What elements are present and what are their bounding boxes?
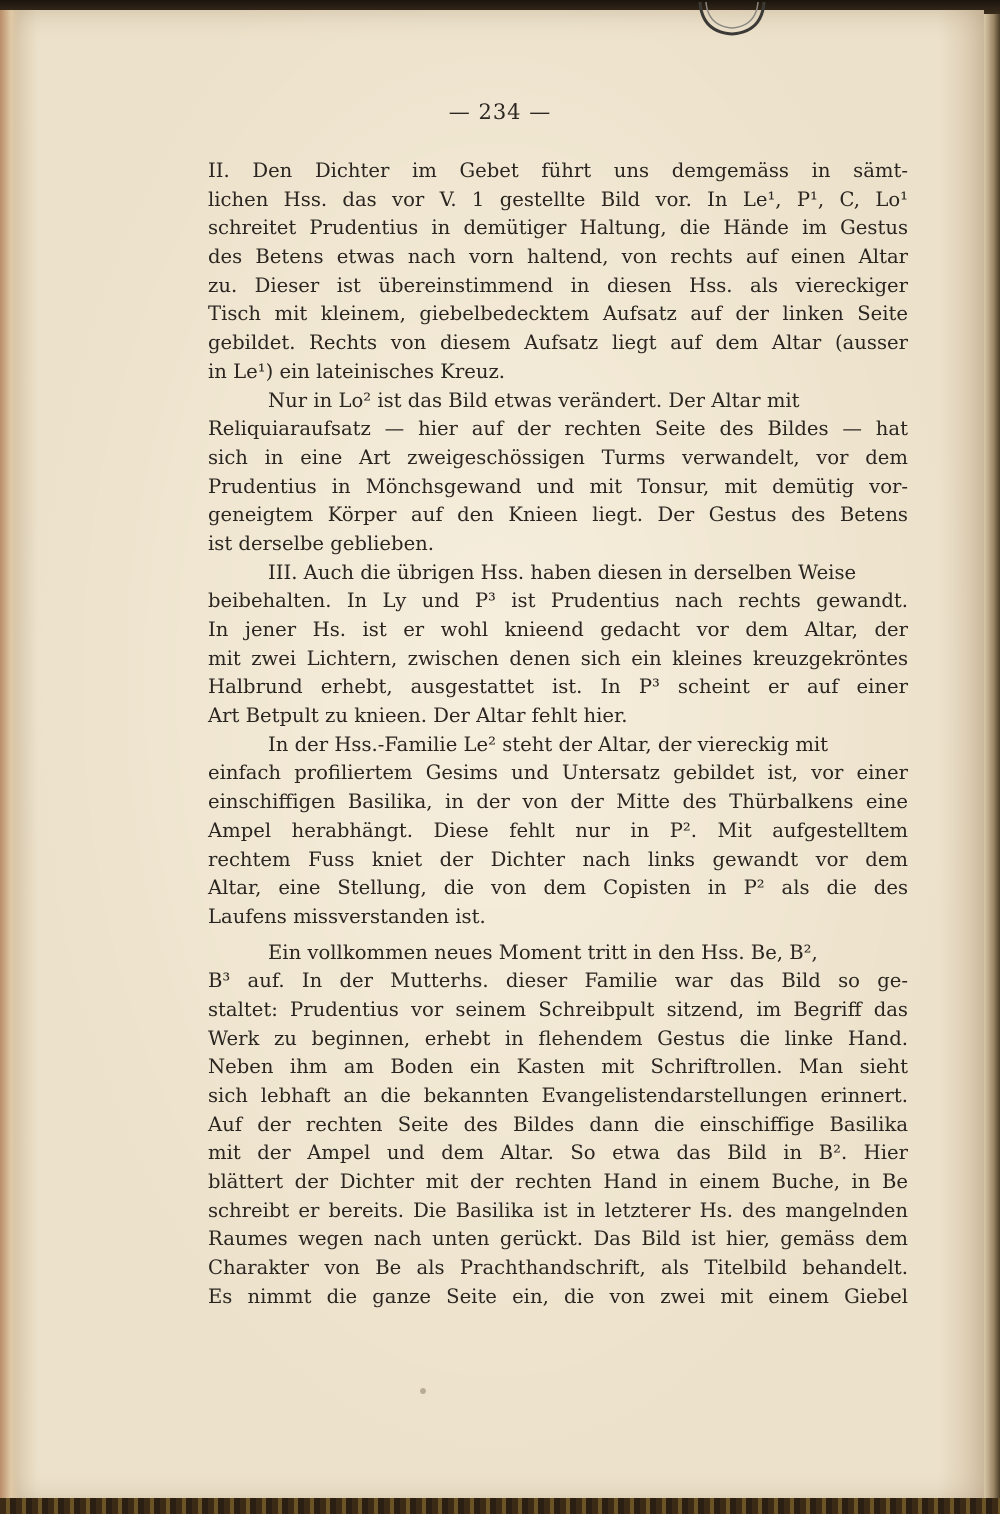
text-line: einfach profiliertem Gesims und Untersatz gebildet ist, vor einer [208, 761, 908, 785]
text-line: schreibt er bereits. Die Basilika ist in letzterer Hs. des mangelnden [208, 1198, 908, 1222]
text-line: schreitet Prudentius in demütiger Haltung, die Hände im Gestus [208, 216, 908, 240]
text-line: sich in eine Art zweigeschössigen Turms verwandelt, vor dem [208, 445, 908, 469]
text-line: Ein vollkommen neues Moment tritt in den Hss. Be, B², [268, 940, 818, 964]
text-line: ist derselbe geblieben. [208, 531, 435, 555]
text-line: rechtem Fuss kniet der Dichter nach links gewandt vor dem [208, 847, 908, 871]
text-line: Reliquiaraufsatz — hier auf der rechten Seite des Bildes — hat [208, 417, 908, 441]
text-line: Es nimmt die ganze Seite ein, die von zwei mit einem Giebel [208, 1284, 908, 1308]
page-clip-icon [696, 0, 768, 40]
text-line: In der Hss.-Familie Le² steht der Altar, der viereckig mit [268, 732, 829, 756]
page-number: — 234 — [448, 100, 552, 124]
paper-spot [420, 1388, 426, 1394]
text-line: lichen Hss. das vor V. 1 gestellte Bild vor. In Le¹, P¹, C, Lo¹ [208, 187, 908, 211]
text-line: beibehalten. In Ly und P³ ist Prudentius nach rechts gewandt. [208, 589, 908, 613]
text-line: mit der Ampel und dem Altar. So etwa das Bild in B². Hier [208, 1141, 908, 1165]
text-line: geneigtem Körper auf den Knieen liegt. Der Gestus des Betens [208, 503, 908, 527]
page-right-edge [984, 14, 1000, 1500]
text-line: gebildet. Rechts von diesem Aufsatz liegt auf dem Altar (ausser [208, 331, 908, 355]
text-line: B³ auf. In der Mutterhs. dieser Familie war das Bild so ge- [208, 969, 908, 993]
text-line: In jener Hs. ist er wohl knieend gedacht vor dem Altar, der [208, 618, 908, 641]
text-line: Werk zu beginnen, erhebt in flehendem Gestus die linke Hand. [208, 1026, 908, 1050]
text-line: sich lebhaft an die bekannten Evangelistendarstellungen erinnert. [208, 1084, 908, 1107]
text-line: Laufens missverstanden ist. [208, 904, 486, 928]
text-line: Altar, eine Stellung, die von dem Copisten in P² als die des [208, 876, 908, 900]
text-line: Ampel herabhängt. Diese fehlt nur in P². Mit aufgestelltem [208, 818, 908, 842]
text-line: Tisch mit kleinem, giebelbedecktem Aufsatz auf der linken Seite [208, 302, 908, 326]
text-line: des Betens etwas nach vorn haltend, von rechts auf einen Altar [208, 245, 908, 269]
text-line: Nur in Lo² ist das Bild etwas verändert. Der Altar mit [268, 388, 800, 412]
text-line: zu. Dieser ist übereinstimmend in diesen Hss. als viereckiger [208, 273, 908, 297]
text-line: Halbrund erhebt, ausgestattet ist. In P³ scheint er auf einer [208, 675, 908, 699]
text-line: III. Auch die übrigen Hss. haben diesen in derselben Weise [268, 560, 857, 584]
text-line: in Le¹) ein lateinisches Kreuz. [208, 359, 506, 383]
text-line: blättert der Dichter mit der rechten Hand in einem Buche, in Be [208, 1170, 908, 1194]
text-line: II. Den Dichter im Gebet führt uns demgemäss in sämt- [208, 159, 908, 182]
body-text [208, 157, 908, 1312]
text-line: Charakter von Be als Prachthandschrift, als Titelbild behandelt. [208, 1256, 908, 1280]
text-line: Neben ihm am Boden ein Kasten mit Schriftrollen. Man sieht [208, 1055, 908, 1079]
text-line: mit zwei Lichtern, zwischen denen sich ein kleines kreuzgekröntes [208, 646, 908, 670]
page-gutter-shadow [0, 10, 20, 1502]
text-line: staltet: Prudentius vor seinem Schreibpult sitzend, im Begriff das [208, 997, 908, 1021]
text-line: Auf der rechten Seite des Bildes dann die einschiffige Basilika [208, 1112, 908, 1136]
text-line: Raumes wegen nach unten gerückt. Das Bild ist hier, gemäss dem [208, 1227, 908, 1251]
text-line: Prudentius in Mönchsgewand und mit Tonsur, mit demütig vor- [208, 474, 908, 498]
text-line: Art Betpult zu knieen. Der Altar fehlt hier. [208, 704, 628, 728]
book-bottom-edge [0, 1498, 1000, 1514]
text-line: einschiffigen Basilika, in der von der Mitte des Thürbalkens eine [208, 790, 908, 814]
